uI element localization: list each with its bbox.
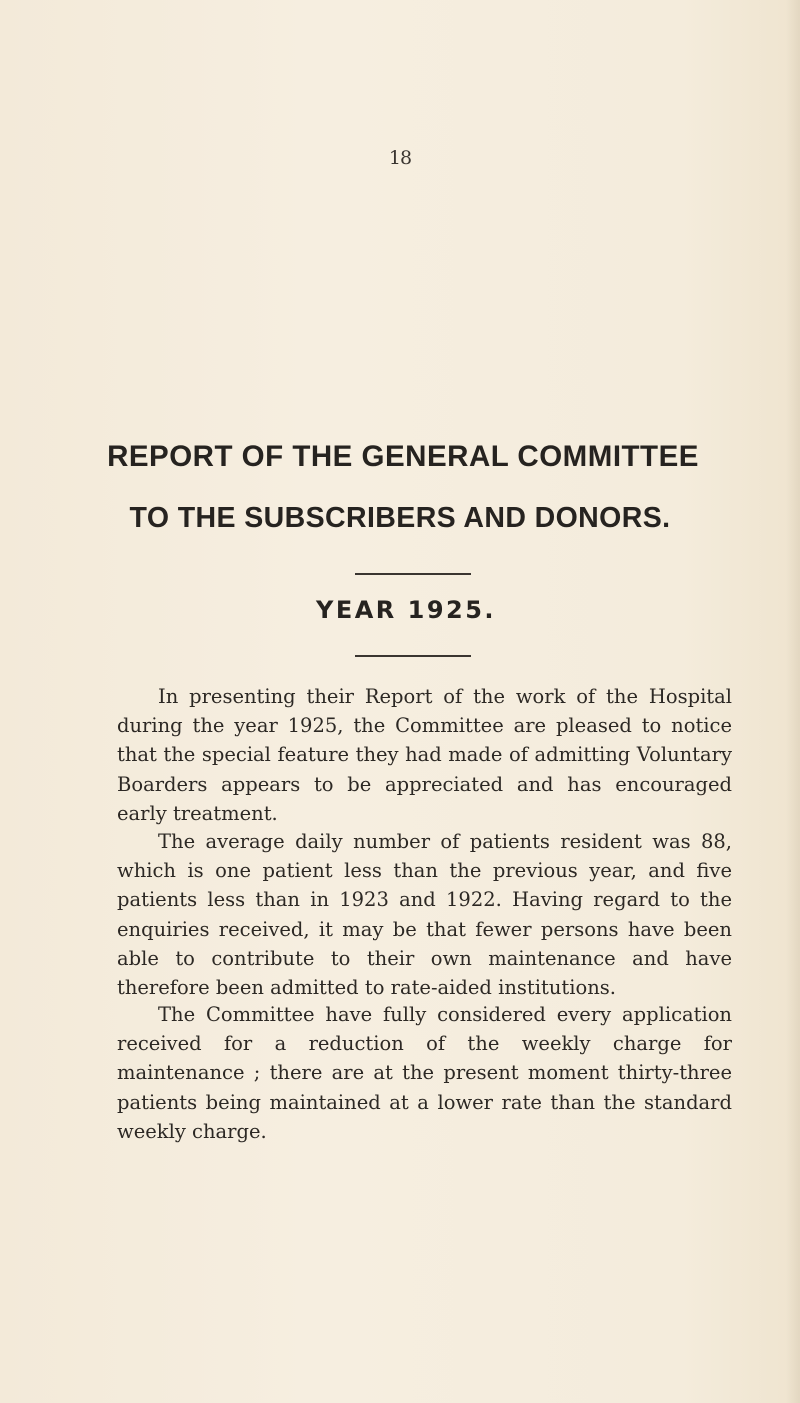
divider-bottom xyxy=(355,655,471,657)
page-edge-shadow xyxy=(786,0,800,1403)
paragraph-2: The average daily number of patients resident was 88, which is one patient less than the previous year, and five patients less than in 1923 and 1922. Having regard to the enquiries received, it may be that fewer persons have been able to contribute to their own maintenance and have therefore been admitted to rate-aided institutions. xyxy=(117,830,732,1000)
paragraph-1: In presenting their Report of the work of the Hospital during the year 1925, the Committee are pleased to notice that the special feature they had made of admitting Voluntary Boarders appears to be appreciated and has encouraged early treatment. xyxy=(117,685,732,825)
page-number: 18 xyxy=(388,147,412,169)
divider-top xyxy=(355,573,471,575)
report-title-line-2: TO THE SUBSCRIBERS AND DONORS. xyxy=(129,502,671,534)
paragraph-3: The Committee have fully considered every application received for a reduction of the weekly charge for maintenance ; there are at the present moment thirty-three patients being maintained at a lower rate than the standard weekly charge. xyxy=(117,1003,732,1143)
report-title-line-1: REPORT OF THE GENERAL COMMITTEE xyxy=(107,440,699,473)
report-year: YEAR 1925. xyxy=(315,596,497,624)
